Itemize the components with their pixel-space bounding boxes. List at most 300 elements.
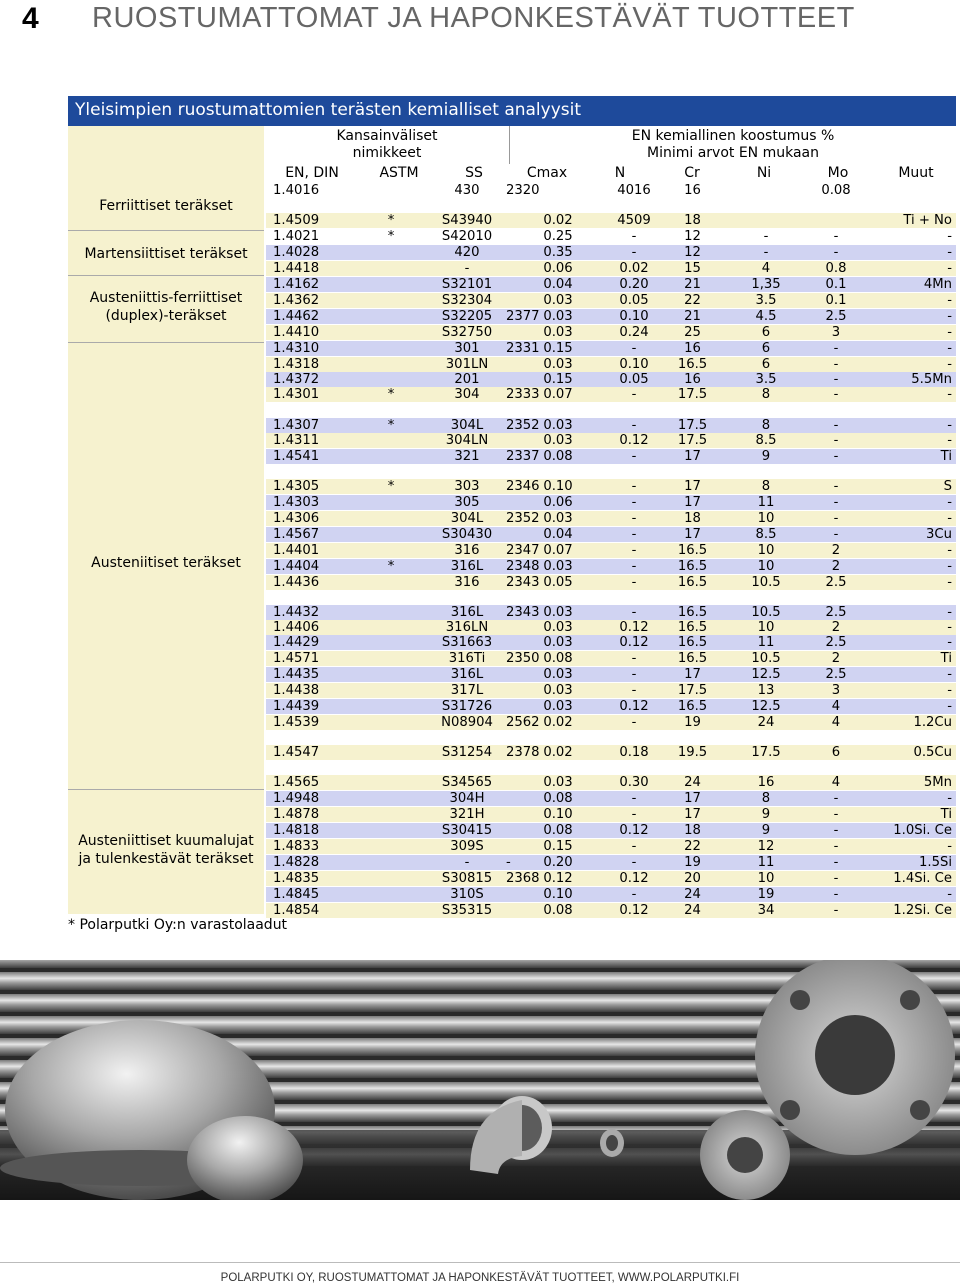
category-ferritic — [68, 126, 264, 231]
cell-n: - — [631, 479, 637, 494]
cell-en: 1.4432 — [273, 605, 320, 620]
cell-star — [362, 245, 420, 260]
cell-en: 1.4462 — [273, 309, 320, 324]
cell-cr: 16 — [684, 183, 701, 198]
cell-muut: - — [947, 839, 952, 854]
cell-star — [362, 372, 420, 387]
cell-c: 0.15 — [543, 372, 573, 387]
cell-muut: - — [947, 229, 952, 244]
cell-c: 0.10 — [543, 479, 573, 494]
cell-mo: - — [833, 791, 839, 806]
cell-muut: - — [947, 261, 952, 276]
table-row — [266, 372, 956, 387]
cell-ni: 17.5 — [751, 745, 781, 760]
cell-mo: 2.5 — [825, 667, 847, 682]
cell-astm: N08904 — [441, 715, 493, 730]
cell-cr: 24 — [684, 903, 701, 918]
cell-astm: 316L — [450, 667, 484, 682]
cell-n: - — [631, 855, 637, 870]
cell-ni: 3.5 — [755, 293, 777, 308]
cell-cr: 17.5 — [677, 387, 708, 402]
cell-cr: 24 — [684, 775, 701, 790]
footer-rule — [0, 1262, 960, 1263]
cell-star: * — [387, 479, 395, 494]
cell-astm: S32304 — [441, 293, 493, 308]
cell-star: * — [387, 213, 395, 228]
cell-c: 0.03 — [543, 433, 573, 448]
cell-mo: - — [833, 372, 839, 387]
cell-astm: 304H — [449, 791, 485, 806]
cell-ni: 8.5 — [755, 527, 777, 542]
cell-ni: 10 — [757, 543, 775, 558]
cell-n: - — [631, 791, 637, 806]
cell-mo: 0.08 — [821, 183, 851, 198]
cell-cr: 16.5 — [677, 699, 708, 714]
cell-n: - — [631, 667, 637, 682]
cell-c: 0.35 — [543, 245, 573, 260]
cell-mo: - — [833, 418, 839, 433]
cell-en: 1.4362 — [273, 293, 320, 308]
cell-mo: - — [833, 855, 839, 870]
table-row — [266, 791, 956, 806]
table-row — [266, 745, 956, 760]
cell-muut: - — [947, 791, 952, 806]
page-number: 4 — [22, 2, 39, 35]
table-row — [266, 839, 956, 854]
cell-ni: 12 — [757, 839, 775, 854]
cell-astm: 304LN — [445, 433, 489, 448]
cell-star — [362, 745, 420, 760]
cell-mo: 3 — [831, 683, 841, 698]
cell-mo: - — [833, 341, 839, 356]
cell-cr: 25 — [684, 325, 701, 340]
cell-star — [362, 183, 420, 198]
cell-n: - — [631, 839, 637, 854]
cell-astm: 304L — [450, 511, 484, 526]
cell-n: - — [631, 887, 637, 902]
cell-n: - — [631, 651, 637, 666]
cell-muut: Ti — [940, 651, 952, 666]
cell-en: 1.4307 — [273, 418, 320, 433]
cell-astm: 316Ti — [448, 651, 486, 666]
cell-n: - — [631, 527, 637, 542]
cell-mo: 0.1 — [825, 277, 847, 292]
cell-cr: 22 — [684, 293, 701, 308]
cell-n: 0.12 — [619, 620, 649, 635]
cell-cr: 16.5 — [677, 620, 708, 635]
table-row — [266, 635, 956, 650]
cell-c: 0.08 — [543, 903, 573, 918]
cell-n: - — [631, 683, 637, 698]
cell-en: 1.4162 — [273, 277, 320, 292]
cell-mo: - — [833, 823, 839, 838]
category-austenitic — [68, 343, 264, 790]
cell-star — [362, 543, 420, 558]
cell-muut: - — [947, 667, 952, 682]
table-row — [266, 325, 956, 340]
table-row — [266, 543, 956, 558]
cell-c: 0.08 — [543, 449, 573, 464]
table-row — [266, 433, 956, 448]
cell-muut: - — [947, 575, 952, 590]
cell-c: 0.03 — [543, 775, 573, 790]
cell-muut: - — [947, 387, 952, 402]
cell-en: 1.4410 — [273, 325, 320, 340]
cell-ss: 2562 — [506, 715, 540, 730]
category-heat-resistant — [68, 790, 264, 914]
cell-star — [362, 807, 420, 822]
cell-ni: 10 — [757, 620, 775, 635]
cell-cr: 16.5 — [677, 357, 708, 372]
cell-muut: - — [947, 418, 952, 433]
cell-en: 1.4305 — [273, 479, 320, 494]
cell-cr: 24 — [684, 887, 701, 902]
cell-astm: 304L — [450, 418, 484, 433]
cell-muut: 1.2Cu — [913, 715, 952, 730]
cell-cr: 16 — [684, 341, 701, 356]
cell-muut: Ti — [940, 807, 952, 822]
cell-cr: 17.5 — [677, 683, 708, 698]
cell-mo: - — [833, 229, 839, 244]
table-row — [266, 277, 956, 292]
table-row — [266, 261, 956, 276]
cell-c: 0.10 — [543, 887, 573, 902]
cell-en: 1.4438 — [273, 683, 320, 698]
table-row — [266, 229, 956, 244]
cell-cr: 16.5 — [677, 543, 708, 558]
cell-ni: 11 — [757, 855, 775, 870]
table-row — [266, 479, 956, 494]
cell-n: 0.05 — [619, 372, 649, 387]
cell-ss: 2333 — [506, 387, 540, 402]
cell-ni: 8.5 — [755, 433, 777, 448]
table-row — [266, 807, 956, 822]
cell-star — [362, 495, 420, 510]
cell-mo: - — [833, 433, 839, 448]
group-header-names — [266, 128, 508, 162]
table-row — [266, 418, 956, 433]
table-row — [266, 341, 956, 356]
cell-star — [362, 715, 420, 730]
cell-ni: 8 — [761, 387, 771, 402]
table-row — [266, 449, 956, 464]
cell-cr: 21 — [684, 277, 701, 292]
cell-cr: 17.5 — [677, 433, 708, 448]
table-row — [266, 605, 956, 620]
section-title-bar — [68, 96, 956, 126]
cell-star — [362, 449, 420, 464]
cell-en: 1.4835 — [273, 871, 320, 886]
cell-en: 1.4306 — [273, 511, 320, 526]
group-header-line: Kansainväliset — [336, 128, 438, 144]
cell-astm: 316L — [450, 605, 484, 620]
cell-c: 0.25 — [543, 229, 573, 244]
cell-c: 0.05 — [543, 575, 573, 590]
header-divider — [509, 126, 510, 164]
cell-mo: 4 — [831, 699, 841, 714]
group-header-line: nimikkeet — [352, 145, 422, 161]
cell-muut: - — [947, 433, 952, 448]
cell-c: 0.02 — [543, 745, 573, 760]
cell-astm: 201 — [454, 372, 480, 387]
cell-ni: 16 — [757, 775, 775, 790]
cell-star — [362, 635, 420, 650]
cell-astm: 310S — [450, 887, 484, 902]
cell-ni: 11 — [757, 495, 775, 510]
cell-en: 1.4948 — [273, 791, 320, 806]
cell-en: 1.4567 — [273, 527, 320, 542]
cell-c: 0.02 — [543, 213, 573, 228]
cell-cr: 16.5 — [677, 651, 708, 666]
cell-mo: 4 — [831, 715, 841, 730]
cell-en: 1.4418 — [273, 261, 320, 276]
cell-muut: 1.0Si. Ce — [893, 823, 952, 838]
cell-muut: - — [947, 511, 952, 526]
cell-n: - — [631, 449, 637, 464]
cell-c: 0.03 — [543, 699, 573, 714]
cell-astm: - — [464, 855, 470, 870]
cell-ni: 6 — [761, 325, 771, 340]
cell-ni: 8 — [761, 479, 771, 494]
cell-n: - — [631, 511, 637, 526]
cell-mo — [798, 213, 874, 228]
cell-ss: 2343 — [506, 575, 540, 590]
cell-star — [362, 871, 420, 886]
cell-ss: 2347 — [506, 543, 540, 558]
cell-cr: 18 — [684, 511, 701, 526]
cell-ni: 10.5 — [751, 575, 781, 590]
category-label: (duplex)-teräkset — [105, 308, 227, 324]
cell-mo: - — [833, 357, 839, 372]
cell-cr: 12 — [684, 245, 701, 260]
cell-astm: S31254 — [441, 745, 493, 760]
cell-n: 0.10 — [619, 357, 649, 372]
cell-astm: S31726 — [441, 699, 493, 714]
cell-en: 1.4828 — [273, 855, 320, 870]
cell-c: 0.12 — [543, 871, 573, 886]
cell-star — [362, 775, 420, 790]
cell-astm: S34565 — [441, 775, 493, 790]
cell-n: - — [631, 495, 637, 510]
cell-astm: 304 — [454, 387, 480, 402]
table-row — [266, 183, 956, 198]
cell-cr: 17 — [684, 495, 701, 510]
cell-en: 1.4016 — [273, 183, 320, 198]
table-row — [266, 903, 956, 918]
cell-ni: 10 — [757, 559, 775, 574]
cell-ni: 12.5 — [751, 699, 781, 714]
cell-ni: 11 — [757, 635, 775, 650]
cell-c: 0.10 — [543, 807, 573, 822]
cell-mo: - — [833, 871, 839, 886]
cell-en: 1.4318 — [273, 357, 320, 372]
cell-c: 0.03 — [543, 683, 573, 698]
cell-en: 1.4406 — [273, 620, 320, 635]
cell-c: 0.03 — [543, 605, 573, 620]
cell-ss: 2331 — [506, 341, 540, 356]
cell-mo: - — [833, 479, 839, 494]
cell-n: 0.12 — [619, 699, 649, 714]
cell-en: 1.4401 — [273, 543, 320, 558]
cell-ni: 9 — [761, 449, 771, 464]
table-row — [266, 715, 956, 730]
product-photo — [0, 960, 960, 1200]
cell-en: 1.4565 — [273, 775, 320, 790]
cell-muut: - — [947, 887, 952, 902]
cell-astm: S30815 — [441, 871, 493, 886]
cell-cr: 16 — [684, 372, 701, 387]
cell-en: 1.4021 — [273, 229, 320, 244]
cell-en: 1.4439 — [273, 699, 320, 714]
cell-ni: - — [763, 245, 769, 260]
cell-ni: 34 — [757, 903, 775, 918]
cell-star — [362, 293, 420, 308]
cell-astm: 316LN — [445, 620, 489, 635]
cell-ss: 2337 — [506, 449, 540, 464]
product-photo-illustration — [0, 960, 960, 1200]
cell-muut: 4Mn — [923, 277, 952, 292]
table-row — [266, 511, 956, 526]
cell-muut: 0.5Cu — [913, 745, 952, 760]
table-row — [266, 620, 956, 635]
cell-mo: - — [833, 527, 839, 542]
cell-cr: 17.5 — [677, 418, 708, 433]
cell-en: 1.4539 — [273, 715, 320, 730]
cell-c: 0.06 — [543, 261, 573, 276]
cell-c: 0.15 — [543, 839, 573, 854]
cell-n: 0.24 — [619, 325, 649, 340]
cell-en: 1.4429 — [273, 635, 320, 650]
cell-n: - — [631, 341, 637, 356]
category-martensitic — [68, 231, 264, 276]
cell-mo: 0.8 — [825, 261, 847, 276]
cell-n: 0.12 — [619, 823, 649, 838]
cell-muut: - — [947, 293, 952, 308]
col-n: N — [614, 165, 626, 181]
table-row — [266, 293, 956, 308]
cell-c: 0.08 — [543, 791, 573, 806]
cell-n: 4016 — [617, 183, 651, 198]
category-duplex — [68, 276, 264, 343]
cell-ss: 2352 — [506, 418, 540, 433]
cell-mo: - — [833, 511, 839, 526]
table-row — [266, 887, 956, 902]
cell-cr: 19 — [684, 855, 701, 870]
cell-muut: 5Mn — [923, 775, 952, 790]
cell-cr: 19 — [684, 715, 701, 730]
cell-muut: - — [947, 357, 952, 372]
cell-astm: 305 — [454, 495, 480, 510]
cell-cr: 17 — [684, 667, 701, 682]
cell-n: 0.10 — [619, 309, 649, 324]
col-mo: Mo — [827, 165, 849, 181]
cell-n: 0.12 — [619, 635, 649, 650]
cell-astm: 420 — [454, 245, 480, 260]
cell-astm: 321 — [454, 449, 480, 464]
cell-muut: 5.5Mn — [911, 372, 952, 387]
cell-star — [362, 277, 420, 292]
table-row — [266, 559, 956, 574]
cell-mo: - — [833, 245, 839, 260]
cell-en: 1.4854 — [273, 903, 320, 918]
cell-mo: - — [833, 807, 839, 822]
table-row — [266, 357, 956, 372]
cell-n: 0.12 — [619, 871, 649, 886]
cell-mo: - — [833, 495, 839, 510]
cell-ni: 3.5 — [755, 372, 777, 387]
cell-star — [362, 261, 420, 276]
table-row — [266, 213, 956, 228]
cell-muut: 1.5Si — [918, 855, 952, 870]
cell-star — [362, 620, 420, 635]
cell-ni: 10 — [757, 871, 775, 886]
cell-c: 0.03 — [543, 418, 573, 433]
cell-astm: S42010 — [441, 229, 493, 244]
cell-mo: 0.1 — [825, 293, 847, 308]
cell-en: 1.4833 — [273, 839, 320, 854]
cell-n: - — [631, 715, 637, 730]
cell-muut: - — [947, 699, 952, 714]
cell-astm: 317L — [450, 683, 484, 698]
cell-c: 0.20 — [543, 855, 573, 870]
cell-star — [362, 791, 420, 806]
cell-c: 0.07 — [543, 387, 573, 402]
cell-n: 0.30 — [619, 775, 649, 790]
cell-en: 1.4303 — [273, 495, 320, 510]
cell-ss: 2377 — [506, 309, 540, 324]
cell-cr: 16.5 — [677, 635, 708, 650]
cell-c: 0.03 — [543, 511, 573, 526]
cell-star — [362, 839, 420, 854]
category-label: Austeniittis-ferriittiset — [89, 290, 243, 306]
cell-c: 0.15 — [543, 341, 573, 356]
cell-star — [362, 605, 420, 620]
cell-star — [362, 855, 420, 870]
cell-ni: 12.5 — [751, 667, 781, 682]
col-en-din: EN, DIN — [285, 165, 339, 181]
cell-muut: - — [947, 495, 952, 510]
cell-cr: 18 — [684, 823, 701, 838]
cell-ni: 13 — [757, 683, 775, 698]
cell-ni: 10.5 — [751, 605, 781, 620]
cell-mo: - — [833, 387, 839, 402]
cell-astm: 316 — [454, 543, 480, 558]
cell-astm: S32101 — [441, 277, 493, 292]
cell-c: 0.03 — [543, 620, 573, 635]
cell-mo: - — [833, 903, 839, 918]
cell-n: 0.20 — [619, 277, 649, 292]
category-label: Ferriittiset teräkset — [99, 198, 233, 214]
cell-c: 0.03 — [543, 635, 573, 650]
cell-muut: - — [947, 620, 952, 635]
cell-mo: 2.5 — [825, 635, 847, 650]
cell-cr: 17 — [684, 479, 701, 494]
table-row — [266, 775, 956, 790]
cell-ss: 2350 — [506, 651, 540, 666]
cell-mo: 4 — [831, 775, 841, 790]
category-label: Martensiittiset teräkset — [84, 246, 248, 262]
cell-en: 1.4818 — [273, 823, 320, 838]
table-row — [266, 527, 956, 542]
cell-en: 1.4571 — [273, 651, 320, 666]
cell-muut: Ti + No — [903, 213, 952, 228]
table-row — [266, 245, 956, 260]
cell-muut: - — [947, 635, 952, 650]
cell-cr: 17 — [684, 791, 701, 806]
cell-ni: 4 — [761, 261, 771, 276]
cell-ss: 2368 — [506, 871, 540, 886]
cell-ss: 2348 — [506, 559, 540, 574]
